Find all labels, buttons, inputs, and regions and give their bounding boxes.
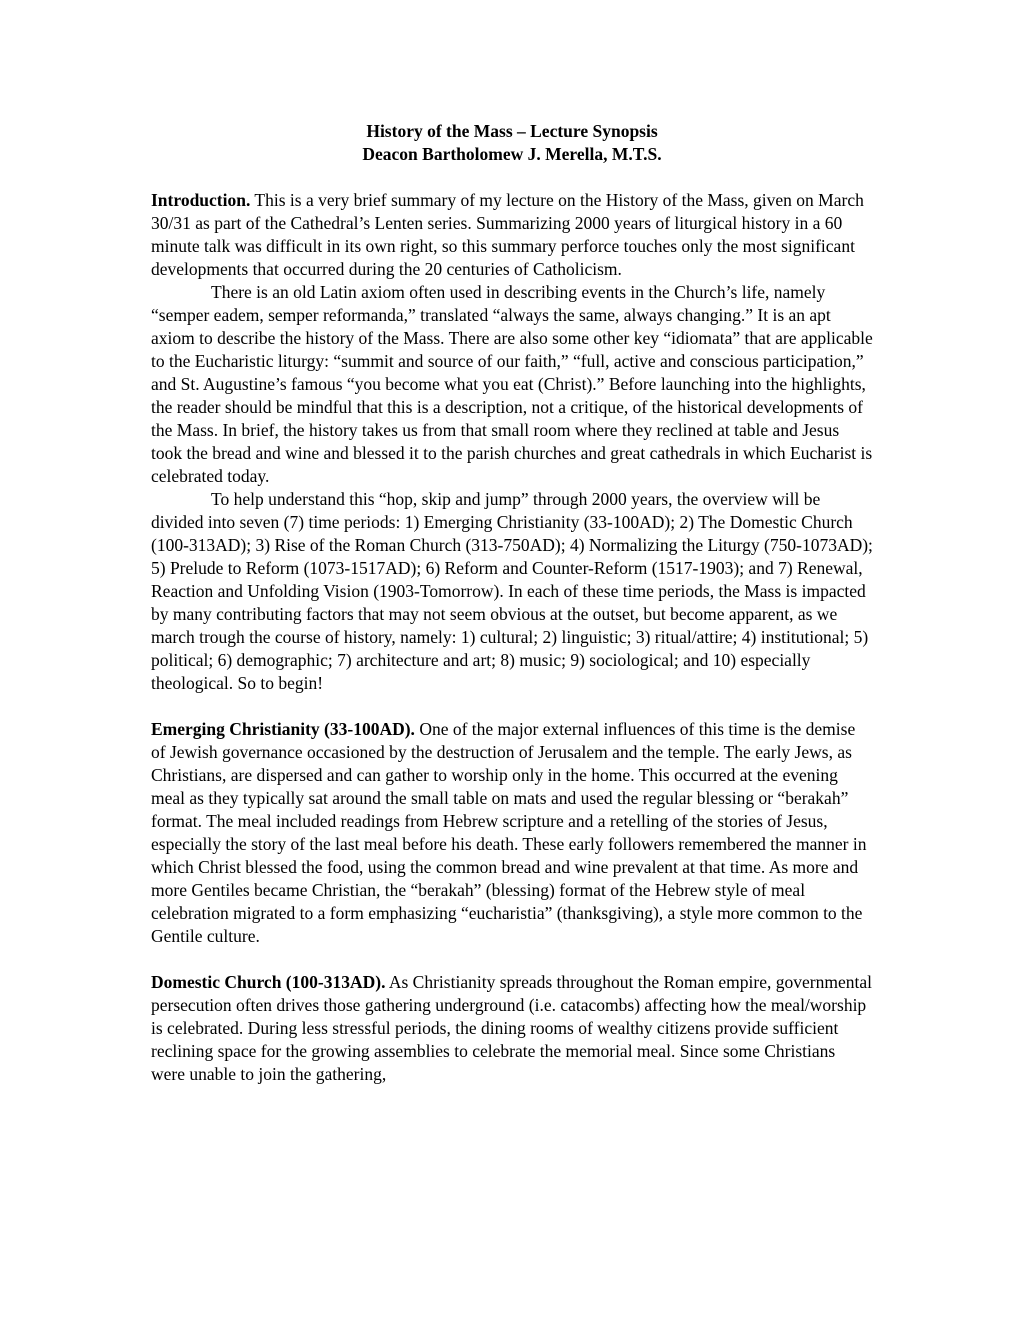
emerging-heading: Emerging Christianity (33-100AD). [151, 719, 415, 739]
domestic-text: As Christianity spreads throughout the Roman empire, governmental persecution often drives those gathering underground (i.e. catacombs) affecting how the meal/worship is celebrated. During less stressful periods, the dining rooms of wealthy citizens provide sufficient reclining space for the growing assemblies to celebrate the memorial meal. Since some Christians were unable to join the gathering, [151, 972, 872, 1084]
document-page [151, 120, 873, 1086]
domestic-heading: Domestic Church (100-313AD). [151, 972, 386, 992]
intro-text-1: This is a very brief summary of my lecture on the History of the Mass, given on March 30/31 as part of the Cathedral’s Lenten series. Summarizing 2000 years of liturgical history in a 60 minute talk was difficult in its own right, so this summary perforce touches only the most significant developments that occurred during the 20 centuries of Catholicism. [151, 190, 864, 279]
intro-paragraph-1 [151, 189, 873, 281]
intro-paragraph-2: There is an old Latin axiom often used in describing events in the Church’s life, namely “semper eadem, semper reformanda,” translated “always the same, always changing.” It is an apt axiom to describe the history of the Mass. There are also some other key “idiomata” that are applicable to the Eucharistic liturgy: “summit and source of our faith,” “full, active and conscious participation,” and St. Augustine’s famous “you become what you eat (Christ).” Before launching into the highlights, the reader should be mindful that this is a description, not a critique, of the historical developments of the Mass. In brief, the history takes us from that small room where they reclined at table and Jesus took the bread and wine and blessed it to the parish churches and great cathedrals in which Eucharist is celebrated today. [151, 282, 873, 486]
intro-heading: Introduction. [151, 190, 251, 210]
domestic-paragraph [151, 971, 873, 1086]
document-author: Deacon Bartholomew J. Merella, M.T.S. [362, 144, 662, 164]
emerging-text: One of the major external influences of this time is the demise of Jewish governance occasioned by the destruction of Jerusalem and the temple. The early Jews, as Christians, are dispersed and can gather to worship only in the home. This occurred at the evening meal as they typically sat around the small table on mats and used the regular blessing or “berakah” format. The meal included readings from Hebrew scripture and a retelling of the stories of Jesus, especially the story of the last meal before his death. These early followers remembered the manner in which Christ blessed the food, using the common bread and wine prevalent at that time. As more and more Gentiles became Christian, the “berakah” (blessing) format of the Hebrew style of meal celebration migrated to a form emphasizing “eucharistia” (thanksgiving), a style more common to the Gentile culture. [151, 719, 867, 946]
document-title: History of the Mass – Lecture Synopsis [366, 121, 658, 141]
emerging-paragraph [151, 718, 873, 948]
intro-paragraph-3: To help understand this “hop, skip and jump” through 2000 years, the overview will be divided into seven (7) time periods: 1) Emerging Christianity (33-100AD); 2) The Domestic Church (100-313AD); 3) Rise of the Roman Church (313-750AD); 4) Normalizing the Liturgy (750-1073AD); 5) Prelude to Reform (1073-1517AD); 6) Reform and Counter-Reform (1517-1903); and 7) Renewal, Reaction and Unfolding Vision (1903-Tomorrow). In each of these time periods, the Mass is impacted by many contributing factors that may not seem obvious at the outset, but become apparent, as we march trough the course of history, namely: 1) cultural; 2) linguistic; 3) ritual/attire; 4) institutional; 5) political; 6) demographic; 7) architecture and art; 8) music; 9) sociological; and 10) especially theological. So to begin! [151, 489, 873, 693]
